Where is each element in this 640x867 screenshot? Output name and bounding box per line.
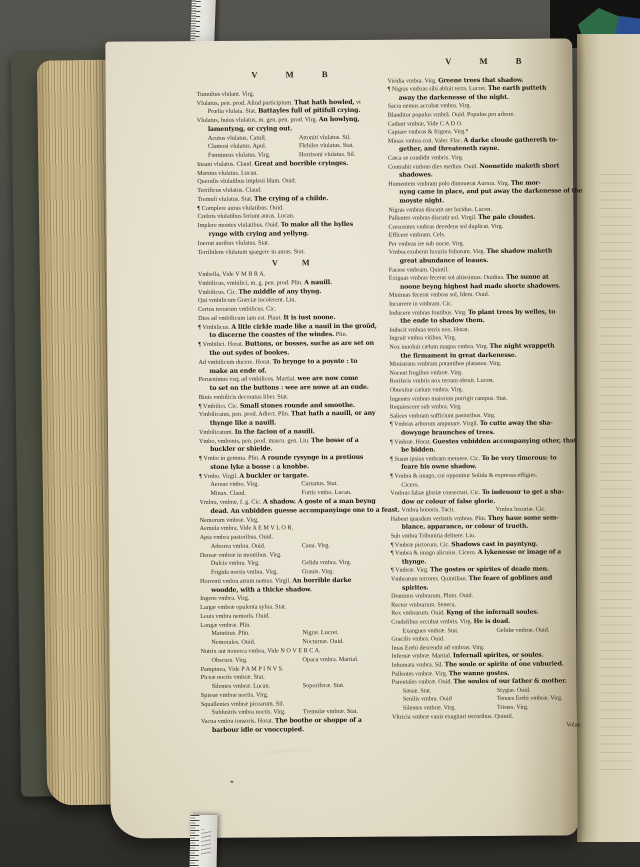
dictionary-line: Vmbrarum terrores. Quintilian. The feare of goblines and (390, 574, 553, 583)
dictionary-line: the out sydes of bookes. (209, 349, 290, 357)
ruler-bottom (190, 815, 218, 867)
dictionary-line: Inhumata vmbra. Sil. The soule or spirite of one vnburied. (391, 660, 564, 669)
dictionary-line: ¶ Vmbilici. Cic. Small stones rounde and smoothe. (198, 401, 355, 410)
dictionary-line: ¶ Vmbilicus. A litle cirkle made like a nauil in the groũd, (198, 322, 377, 331)
dictionary-line: Efficere vmbram. Cels. (388, 232, 446, 239)
dictionary-line: woodde, with a thicke shadow. (211, 585, 312, 594)
dictionary-line: ¶ Vmbræ. Horat. Guestes vnbidden accompanying other, that (390, 436, 577, 446)
dictionary-line: thynge like a nauill. (209, 419, 277, 428)
dictionary-line: Terribilem vlulatum spargere in auras. Stat. (197, 247, 305, 256)
dictionary-line: stone lyke a bosse : a knobbe. (210, 463, 310, 471)
dictionary-line: Tumultus vlulant. Virg. (196, 90, 255, 98)
dictionary-line: spirites. (402, 584, 429, 592)
dictionary-line: the ende to shadow them. (400, 317, 485, 325)
dictionary-line: Rector vmbrarum. Seneca. (391, 602, 457, 609)
ruler-tick-marks-fine (190, 815, 196, 867)
dictionary-line: shadowes. (399, 171, 433, 179)
dictionary-line: barbour idle or vnoccupied. (212, 726, 304, 734)
dictionary-line: Dominus vmbrarum, Pluto. Ouid. (391, 593, 474, 600)
dictionary-line: Vmbilicatus, pen. prod. Adiect. Plin. That hath a nauill, or any (198, 410, 376, 419)
dictionary-line: Arborea vmbra. Ouid. Caua. Virg. (210, 541, 330, 550)
dictionary-line: Silentes vmbræ. Lucan. Soporiferæ. Stat. (211, 682, 345, 690)
dictionary-line: Requiescere sub vmbra. Virg. (389, 404, 462, 411)
dictionary-line: ¶ Vmbilici. Horat. Buttons, or bosses, suche as are set on (198, 339, 374, 349)
page-speck (230, 781, 233, 783)
dictionary-line: Sub vmbra Tribunitia delitere. Liu. (390, 533, 476, 540)
pencil-marks (201, 829, 211, 855)
dictionary-line: ¶ Vmbras arborum amputare. Virgil. To cutte away the sha- (389, 419, 553, 429)
show-through-text (599, 174, 633, 774)
dictionary-line: Spissæ vmbræ noctis. Virg. (200, 691, 269, 699)
dictionary-line: Facere vmbram. Quintil. (388, 266, 449, 274)
dictionary-line: Vmbra honoris. Tacit. Vmbra luxuriæ. Cic. (401, 506, 546, 514)
dictionary-line: to discerne the coastes of the windes. Plin. (209, 331, 348, 340)
right-column (387, 56, 584, 731)
dictionary-line: Vmbilicus, vmbilici, m. g. pen. prod. Plin. A nauill. (197, 278, 332, 287)
dictionary-line: Vmbo, vmbonis, pen. prod. mascu. gen. Liu. The bosse of a (198, 436, 359, 445)
dictionary-line: feare his owne shadow. (401, 463, 477, 471)
dictionary-line: Vmbras falsæ gloriæ consectari. Cic. To indeuour to get a sha- (390, 488, 564, 497)
dictionary-line: noone beyng highest had made shorte shadowes. (399, 282, 561, 291)
dictionary-line: Largæ vmbræ opulenta sylua. Stat. (200, 603, 287, 612)
dictionary-line: Gracilis vmbra. Ouid. (391, 636, 445, 643)
dictionary-line: Exiguas vmbras fecerat sol altissimus. Ouidius. The sunne at (388, 273, 549, 282)
dictionary-line: dowynge braunches of trees. (400, 428, 495, 437)
dictionary-line: great abundance of leaues. (399, 257, 489, 265)
dictionary-line: ¶ Vmbræ pictorum. Cic. Shadows cast in payntyng. (390, 540, 538, 549)
dictionary-line: Qui vmbilicum Græciæ incolerent. Liu. (198, 296, 297, 305)
dictionary-line: Infernæ vmbræ. Martial. Infernall spirites, or soules. (391, 651, 544, 661)
catchword: Volan. (566, 722, 583, 729)
dictionary-line: Matutinæ. Plin. Nigræ. Lucret. (211, 629, 339, 638)
dictionary-line: Cæca se condidit vmbris. Virg. (388, 155, 464, 162)
dictionary-line: ¶ Vmbra & imago alicuius. Cicero. A lykenesse or image of a (390, 548, 562, 557)
dictionary-line: Vlulatus, huius vlulatus, m. gen. pen. prod. Virg. An howlyng, (196, 115, 360, 125)
dictionary-line: away the darkenesse of the night. (398, 93, 509, 102)
dictionary-line: ¶ Complere auras vlulatibus. Ouid. (197, 204, 284, 212)
dictionary-line: Longæ vmbræ. Plin. (200, 621, 251, 629)
dictionary-line: Obtexitur cælum vmbra. Virg. (389, 387, 464, 394)
dictionary-line: Dies ad vmbilicum iam est. Plaut. It is iust noone. (198, 313, 336, 322)
dictionary-line: Vltricia vmbræ vanis exagitari terroribus. Quintil. (391, 713, 514, 721)
dictionary-line: Minax. Claud. Fortis vmbo. Lucan. (210, 489, 352, 498)
dictionary-line: Sacra nemus accubat vmbra. Virg. (387, 103, 472, 111)
dictionary-line: Sublustris vmbra noctis. Virg. Tremulæ vmbræ. Stat. (211, 708, 359, 717)
section-heading: V M (271, 258, 321, 268)
dictionary-line: Ingruit vmbra vitibus. Virg. (389, 335, 457, 343)
dictionary-line: Inerrat auribus vlulatus. Stat. (197, 239, 270, 247)
dictionary-line: Vlulatus, pen. prod. Aliud participium. That hath howled, vt (196, 98, 361, 107)
dictionary-line: Terrificus vlulatus. Claud. (197, 186, 262, 195)
dictionary-line: Querulis vlulatibus impleui Idam. Ouid. (197, 177, 297, 186)
dictionary-line: Humentem vmbram polo dimouerat Aurora. Virg. The mor- (388, 179, 541, 188)
dictionary-line: Vacua vmbra tonsoris. Horat. The boothe or shoppe of a (200, 716, 362, 726)
dictionary-line: Nutrix aut nouerca vmbra, Vide N O V E R C A. (200, 647, 321, 655)
dictionary-line: Pallentes vmbræ. Virg. The wanne gostes. (391, 669, 510, 678)
dictionary-line: Aereus vmbo. Virg. Curuatus. Stat. (210, 480, 338, 489)
dictionary-line: Silentes vmbræ. Virg. Tristes. Virg. (402, 704, 529, 712)
dictionary-line: Horrenti vmbra atrum nemus. Virgil. An horrible darke (199, 576, 352, 585)
dictionary-line: to set on the buttons : wee are nowe at an ende. (209, 383, 369, 392)
dictionary-line: ¶ Vmbræ. Virg. The gostes or spirites of deade men. (390, 565, 549, 575)
dictionary-line: Ingens vmbra. Virg. (200, 595, 250, 603)
dictionary-line: Minimas fecerat vmbras sol, Idem. Ouid. (388, 292, 490, 300)
dictionary-line: Imas Erebi descendit ad vmbras. Virg. (391, 644, 485, 652)
dictionary-line: Nox inuoluit cælum magna vmbra. Virg. The night wrappeth (389, 342, 555, 351)
dictionary-line: Vmbilicatum. In the facion of a nauill. (198, 428, 315, 436)
dictionary-line: ¶ Suam ipsius vmbram metuere. Cic. To be very timerous: to (390, 454, 557, 463)
dictionary-line: ¶ Nigras vmbras sibi abluit terra. Lucret. The earth putteth (387, 84, 547, 93)
dictionary-line: Nigras vmbras discutit aer lucidus. Lucret. (388, 206, 493, 214)
dictionary-line: Tremuli vlulatus. Stat. The crying of a childe. (197, 195, 329, 203)
dictionary-line: Parentales vmbræ. Ouid. The soules of our father & mother. (391, 677, 567, 686)
dictionary-line: Certus terrarum vmbilicus. Cic. (198, 305, 277, 314)
dictionary-line: Crebris vlulatibus feriunt auras. Lucan. (197, 212, 295, 221)
dictionary-line: Captare vmbras & frigora. Virg. (387, 129, 466, 136)
dictionary-line: Pallentes vmbras discutit sol. Virgil. The pale cloudes. (388, 213, 536, 222)
dictionary-line: Vmbra, vmbræ, f. g. Cic. A shadow. A goste of a man beyng (199, 497, 376, 506)
dictionary-line: Dulcis vmbra. Virg. Gelida vmbra. Virg. (210, 559, 352, 568)
dictionary-line: Ingentes vmbras maiorum porrigit campus. Stat. (389, 395, 508, 403)
dictionary-line: Densæ vmbræ in montibus. Virg. (199, 550, 282, 559)
dictionary-line: Vmbilicus. Cic. The middle of any thyng. (197, 287, 322, 296)
dictionary-line: Obscura. Virg. Opaca vmbra. Martial. (211, 655, 359, 664)
dictionary-line: Ad vmbilicum ducere. Horat. To brynge to a poynte : to (198, 357, 358, 366)
dictionary-line: lamentyng, or crying out. (207, 125, 293, 133)
dictionary-line: Leuis vmbra nemoris. Ouid. (200, 612, 270, 620)
dictionary-line: gether, and threateneth rayne. (398, 145, 500, 153)
dictionary-line: Clamosi vlulatus. Apul. Flebiles vlulatus. Stat. (207, 142, 354, 151)
dictionary-line: Frigida noctis vmbra. Virg. Grauis. Virg. (210, 568, 334, 577)
dictionary-line: dow or colour of false glorie. (401, 497, 496, 506)
book-page (105, 38, 583, 838)
running-title-right: V M B (445, 55, 535, 67)
dictionary-line: moyste night. (399, 197, 445, 205)
dictionary-line: Vmbra exuberat luxuria foliorum. Virg. The shadow maketh (388, 247, 553, 257)
dictionary-line: rynge with crying and yellyng. (208, 230, 309, 238)
dictionary-line: Roriferis vmbris nox terram obruit. Lucret. (389, 378, 495, 386)
dictionary-line: dead. An vnbidden guesse accompanyinge one to a feast. (210, 506, 400, 515)
dictionary-line: Apta vmbra pastoribus. Ouid. (199, 533, 274, 542)
dictionary-line: Viridia vmbra. Virg. Greene trees that shadow. (387, 76, 524, 85)
left-column (196, 68, 400, 736)
running-title-left: V M B (251, 68, 341, 80)
dictionary-line: Salices vmbram sufficiunt pastoribus. Virg. (389, 412, 496, 420)
dictionary-line: Acutus vlulatus. Catull. Attoniti vlulatus. Sil. (207, 133, 351, 142)
dictionary-line: Per vmbras ire sub nocte. Virg. (388, 241, 465, 248)
dictionary-line: Contrahit vmbras dies medius. Ouid. Noonetide maketh short (388, 162, 560, 171)
dictionary-line: ¶ Vmbo. Virgil. A buckler or targate. (199, 471, 309, 480)
dictionary-line: Inducere vmbras fontibus. Virg. To plant trees by welles, to (389, 308, 556, 317)
dictionary-line: Crudelibus occubat vmbris. Virg. He is dead. (391, 617, 511, 626)
dictionary-line: Peruenimus vsq; ad vmbilicos. Martial. wee are now come (198, 375, 359, 384)
dictionary-line: Crescentes vmbras decedens sol duplicat. Virg. (388, 223, 504, 231)
dictionary-line: thynge. (401, 558, 427, 566)
dictionary-line: Squallentes vmbræ picearum. Sil. (200, 700, 285, 708)
dictionary-line: Prœlia vlulata. Stat. Battayles full of pitifull crying. (207, 107, 361, 116)
dictionary-line: Sæuæ. Stat. Stygiæ. Ouid. (402, 687, 531, 695)
dictionary-line: Binis vmbilicis decoratus liber. Stat. (198, 393, 289, 401)
dictionary-line: Fœmineus vlulatus. Virg. Horrisoni vlulatus. Sil. (207, 151, 356, 160)
dictionary-line: Aemula vmbra, Vide A E M V L O R. (199, 524, 294, 533)
facing-page-edge (577, 34, 640, 842)
dictionary-line: Cicero. (401, 481, 420, 489)
dictionary-line: make an ende of. (209, 367, 267, 375)
dictionary-line: Minax vmbra coit. Valer. Flac. A darke cloude gathereth to- (387, 136, 558, 145)
dictionary-line: Exangues vmbræ. Stat. Gelidæ vmbræ. Ouid. (402, 627, 550, 635)
left-column-lines (196, 89, 400, 735)
dictionary-line: Pampinea, Vide P A M P I N V S. (200, 664, 284, 673)
dictionary-line: Habent quasdam veritatis vmbras. Plin. They haue some sem- (390, 514, 559, 523)
show-through-mark (260, 748, 313, 765)
right-column-lines (387, 76, 584, 731)
dictionary-line: Ministrans vmbram potantibus platanus. Virg. (389, 361, 502, 368)
dictionary-line: Vmbella, Vide V M B R A. (197, 270, 266, 279)
dictionary-line: blance, apparance, or colour of trueth. (401, 523, 529, 532)
dictionary-line: ¶ Vmbra & imago, cui opponitur Solida & expressa effigies. (390, 472, 538, 480)
dictionary-line: Cadunt vmbræ, Vide C A D O. (387, 120, 463, 128)
dictionary-line: be bidden. (401, 446, 436, 454)
dictionary-line: Implere montes vlulatibus. Ouid. To make all the hylles (197, 221, 354, 230)
dictionary-line: Senilis vmbra. Ouid Tenues Erebi vmbræ. Virg. (402, 695, 563, 703)
dictionary-line: Nemorales. Ouid. Nocturnæ. Ouid. (211, 638, 344, 647)
dictionary-line: Incurrere in vmbram. Cic. (389, 301, 453, 308)
dictionary-line: nyng came in place, and put away the darkenesse of the (399, 187, 583, 196)
dictionary-line: Nemorum vmbræ. Virg. (199, 516, 259, 524)
dictionary-line: Blanditur populus vmbrâ. Ouid. Populus pro arbore. (387, 111, 515, 119)
dictionary-line: Mœstus vlulatus. Lucan. (197, 169, 259, 177)
dictionary-line: ¶ Vmbo in gemma. Plin. A rounde rysynge in a pretious (199, 454, 364, 463)
dictionary-line: Nocent frugibus vmbræ. Virg. (389, 369, 463, 377)
dictionary-line: Insani vlulatus. Claud. Great and horrible cryinges. (197, 159, 349, 168)
dictionary-line: the firmament in great darkenesse. (400, 351, 517, 360)
dictionary-line: Inducit vmbras terris nox. Horat. (389, 326, 470, 334)
dictionary-line: Rex vmbrarum. Ouid. Kyng of the infernall soules. (391, 609, 539, 618)
dictionary-line: Piceæ noctis vmbræ. Stat. (200, 673, 265, 682)
dictionary-line: buckler or shielde. (210, 445, 273, 454)
